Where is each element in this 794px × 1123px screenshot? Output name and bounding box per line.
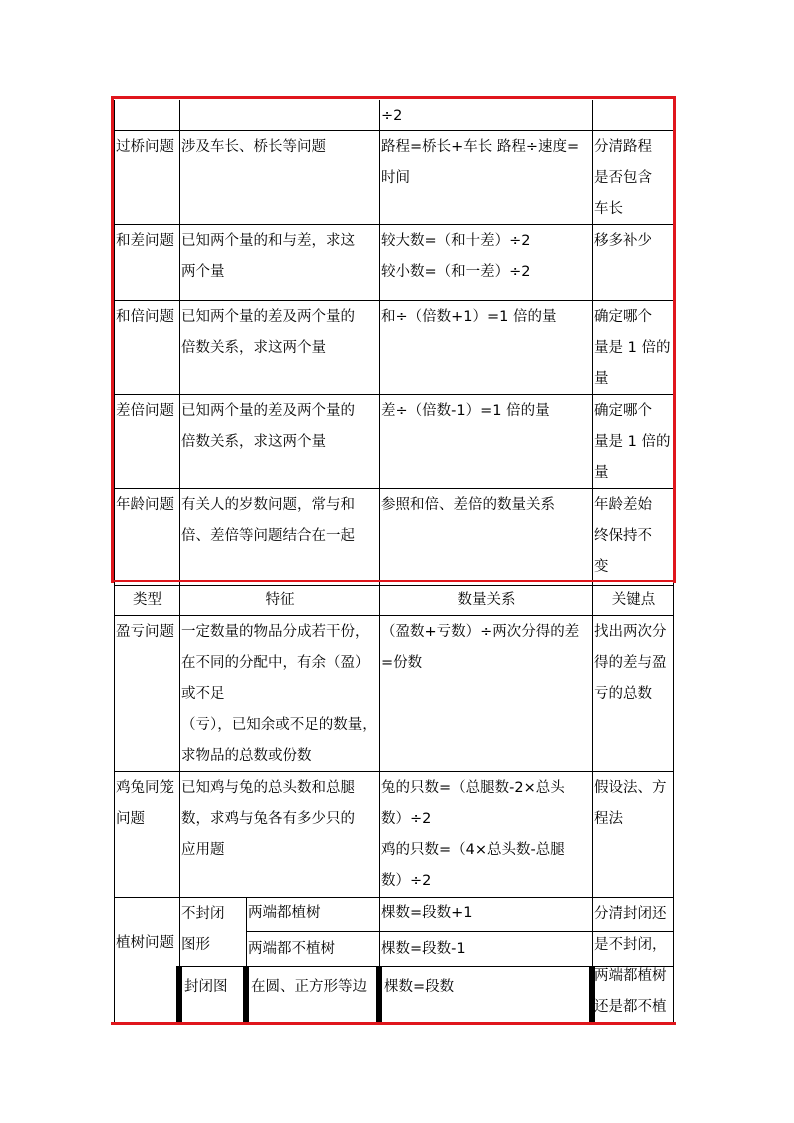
tree-key: 分清封闭还 是不封闭， 两端都植树 还是都不植 — [594, 906, 667, 1015]
cell-relation: ÷2 — [381, 108, 403, 124]
cell-type: 年龄问题 — [116, 497, 174, 513]
grid-hline — [114, 224, 674, 225]
cell-relation: 参照和倍、差倍的数量关系 — [381, 497, 555, 513]
cell-feature: 一定数量的物品分成若干份， 在不同的分配中，有余（盈） 或不足 （亏），已知余或不足的数量， 求物品的总数或份数 — [181, 624, 377, 764]
tree-closed-formula: 棵数=段数 — [384, 979, 455, 995]
cell-relation: 差÷（倍数-1）=1 倍的量 — [381, 403, 550, 419]
cell-key — [593, 101, 673, 130]
cell-feature: 有关人的岁数问题，常与和 倍、差倍等问题结合在一起 — [181, 497, 355, 544]
tree-unclosed: 不封闭 图形 — [181, 906, 225, 953]
cell-type: 和差问题 — [116, 233, 174, 249]
cell-feature — [180, 101, 379, 130]
header-key: 关键点 — [611, 592, 656, 608]
tree-none-plant: 两端都不植树 — [248, 941, 335, 957]
border-bar — [176, 966, 182, 1023]
cell-key: 年龄差始 终保持不 变 — [594, 497, 652, 575]
cell-feature: 已知两个量的和与差，求这 两个量 — [181, 233, 355, 280]
grid-hline — [114, 130, 674, 131]
cell-feature: 已知两个量的差及两个量的 倍数关系，求这两个量 — [181, 309, 355, 356]
cell-type — [115, 101, 179, 130]
cell-relation: 兔的只数=（总腿数-2×总头 数）÷2 鸡的只数=（4×总头数-总腿 数）÷2 — [381, 780, 565, 889]
cell-key: 确定哪个 量是 1 倍的 量 — [594, 309, 671, 387]
cell-key: 假设法、方 程法 — [594, 780, 667, 827]
cell-relation: 和÷（倍数+1）=1 倍的量 — [381, 309, 557, 325]
highlight-frame-right — [673, 96, 676, 583]
tree-both-plant: 两端都植树 — [248, 905, 321, 921]
grid-hline — [114, 771, 674, 772]
cell-feature: 已知鸡与兔的总头数和总腿 数，求鸡与兔各有多少只的 应用题 — [181, 780, 355, 858]
grid-hline — [114, 488, 674, 489]
cell-type: 和倍问题 — [116, 309, 174, 325]
cell-relation: 路程=桥长+车长 路程÷速度=时间 — [381, 139, 580, 186]
cell-key: 确定哪个 量是 1 倍的 量 — [594, 403, 671, 481]
header-type: 类型 — [133, 592, 162, 608]
highlight-frame-top — [111, 96, 676, 99]
tree-both-plant-formula: 棵数=段数+1 — [381, 905, 473, 921]
cell-relation: （盈数+亏数）÷两次分得的差 =份数 — [381, 624, 580, 671]
cell-feature: 涉及车长、桥长等问题 — [181, 139, 326, 155]
bottom-rule — [111, 1022, 676, 1025]
highlight-frame-left — [111, 96, 114, 583]
tree-none-plant-formula: 棵数=段数-1 — [381, 941, 466, 957]
grid-hline — [114, 300, 674, 301]
cell-key: 移多补少 — [594, 233, 652, 249]
header-feature: 特征 — [265, 592, 295, 608]
cell-type: 过桥问题 — [116, 139, 174, 155]
tree-closed-desc: 在圆、正方形等边 — [251, 979, 367, 995]
cell-key: 分清路程 是否包含 车长 — [594, 139, 652, 217]
cell-type: 差倍问题 — [116, 403, 174, 419]
cell-key: 找出两次分 得的差与盈 亏的总数 — [594, 624, 667, 702]
cell-type: 鸡兔同笼 问题 — [116, 780, 174, 827]
cell-feature: 已知两个量的差及两个量的 倍数关系，求这两个量 — [181, 403, 355, 450]
grid-hline — [114, 394, 674, 395]
tree-closed: 封闭图 — [184, 979, 228, 995]
cell-relation: 较大数=（和十差）÷2 较小数=（和一差）÷2 — [381, 233, 531, 280]
tree-type: 植树问题 — [116, 935, 174, 951]
grid-hline — [114, 615, 674, 616]
header-relation: 数量关系 — [457, 592, 516, 608]
border-bar — [243, 966, 249, 1023]
cell-type: 盈亏问题 — [116, 624, 174, 640]
